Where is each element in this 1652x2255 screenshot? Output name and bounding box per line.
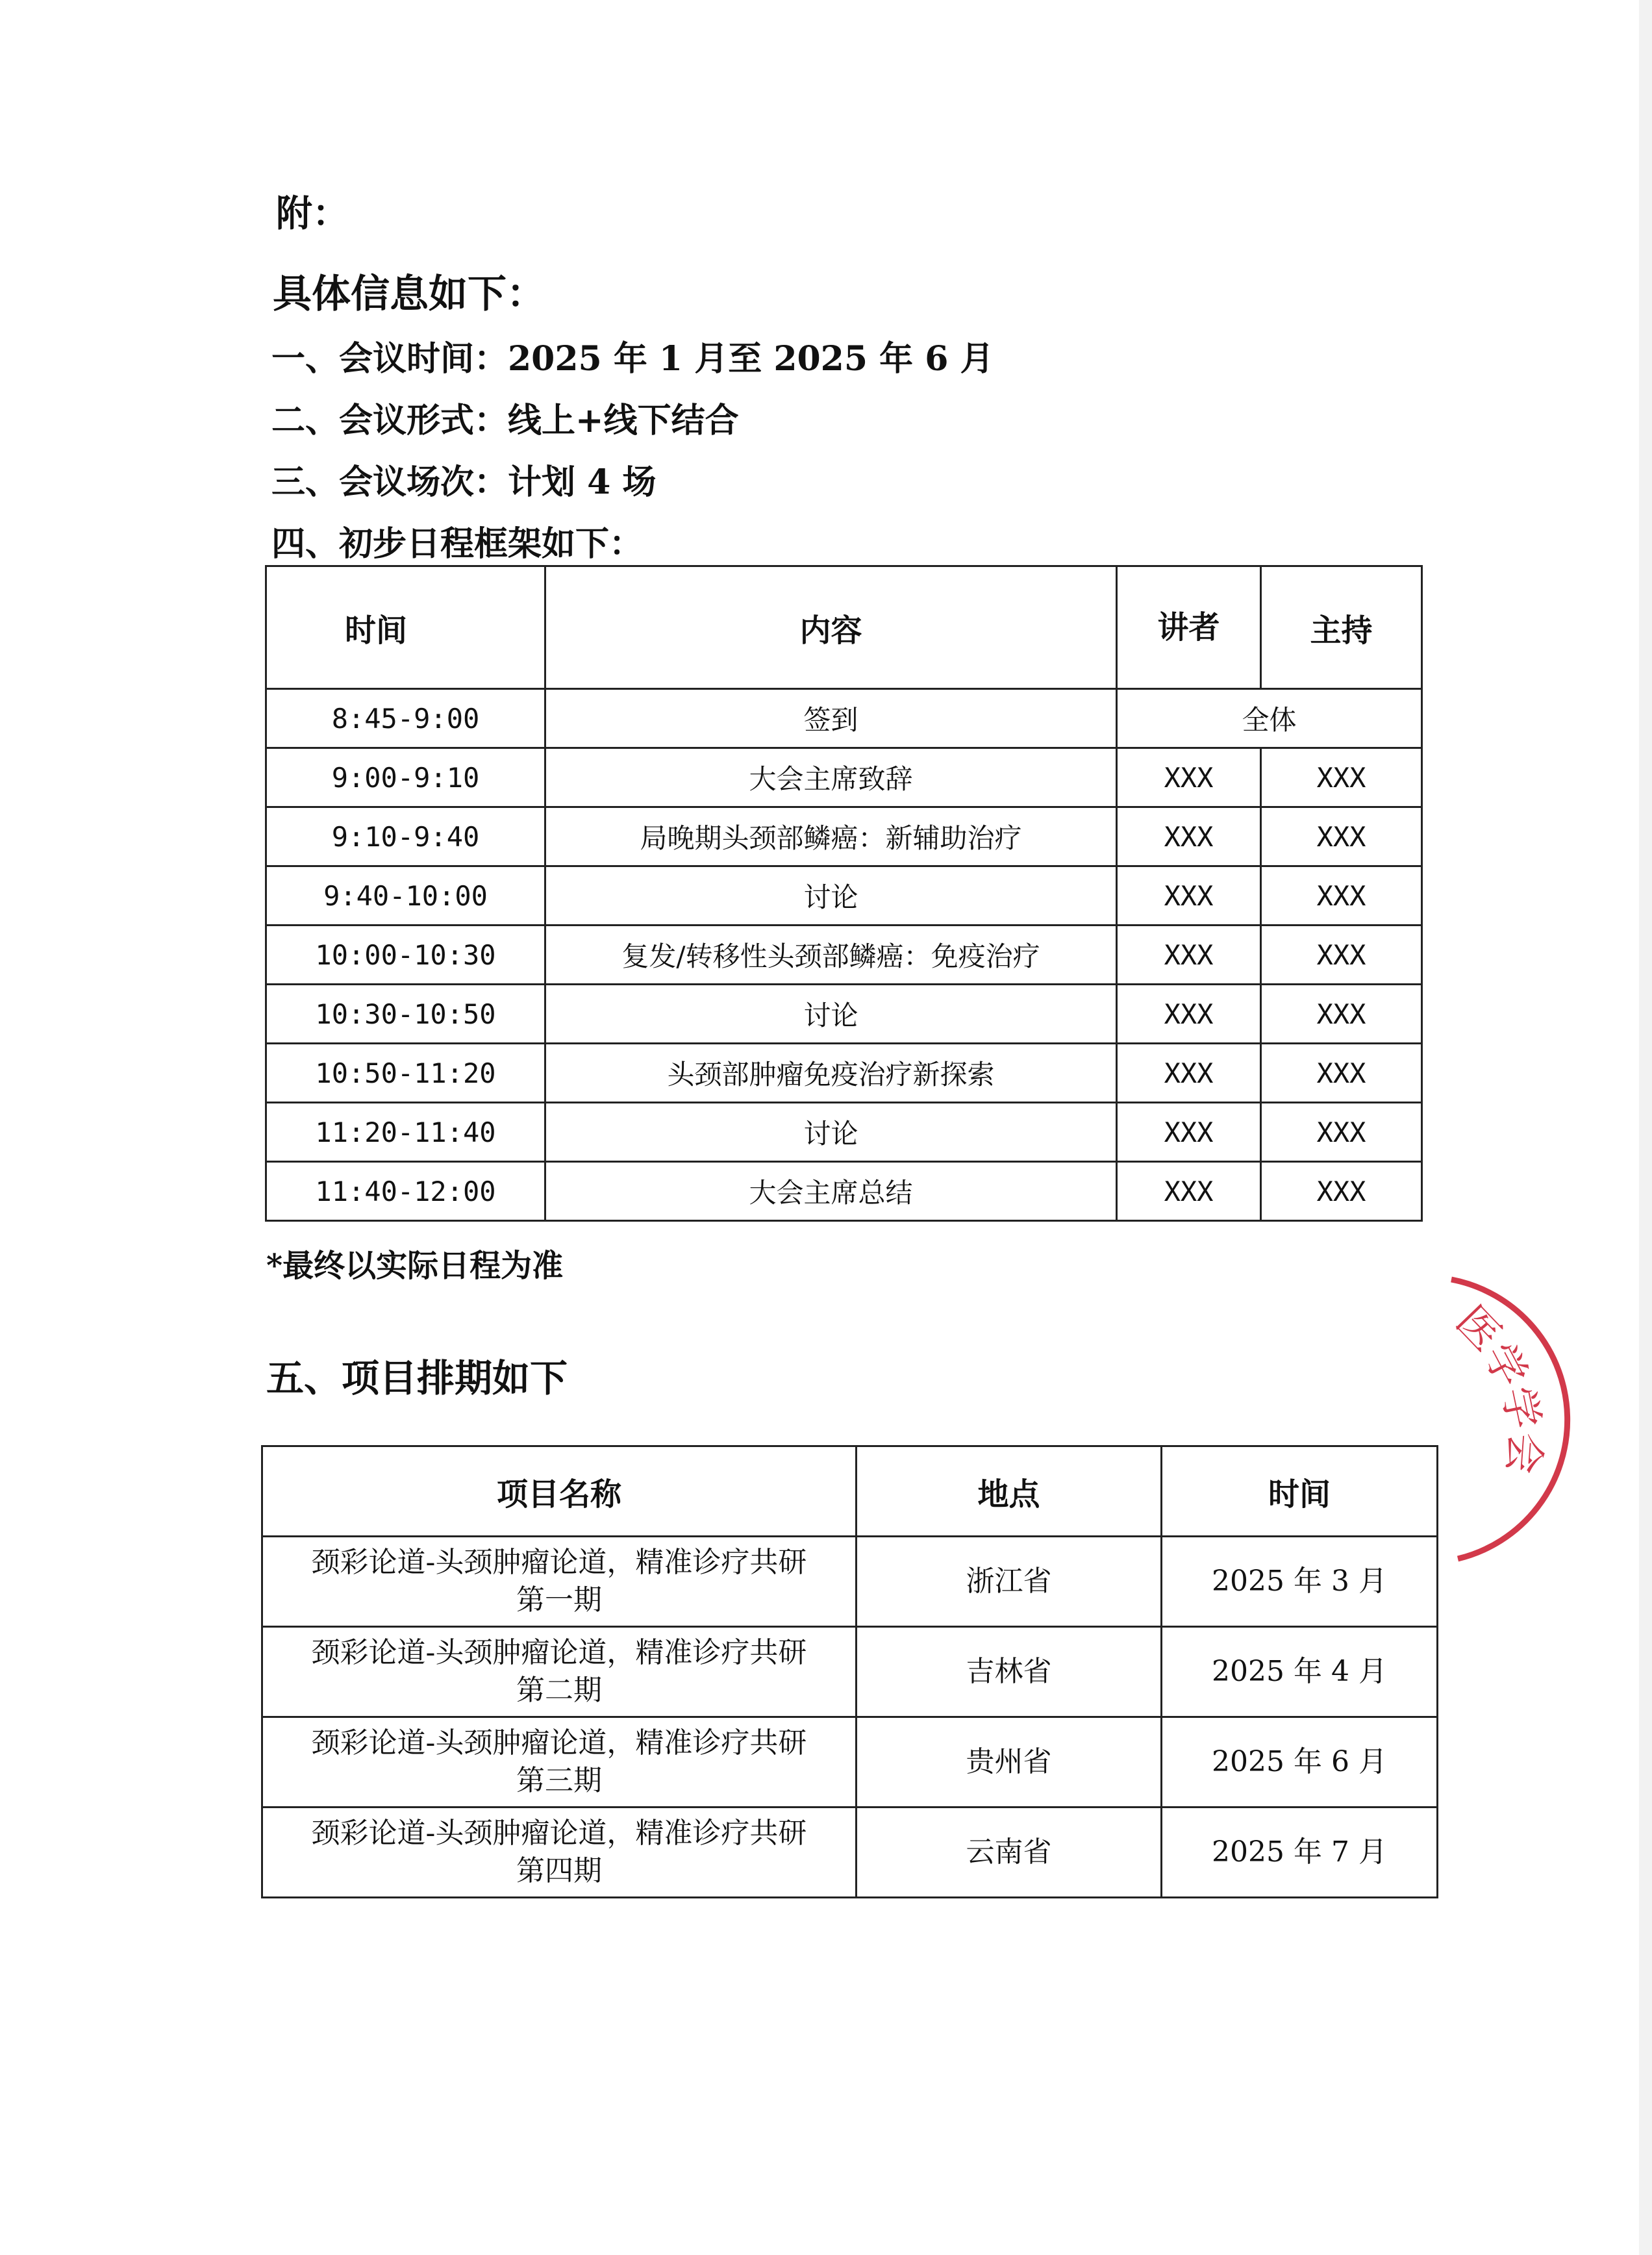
table-row	[262, 1627, 1438, 1717]
table-row	[266, 926, 1422, 985]
row-content: 讨论	[545, 1103, 1117, 1162]
project-name-cell	[262, 1717, 857, 1808]
plan-heading: 五、项目排期如下	[266, 1356, 568, 1400]
header-place: 地点	[857, 1446, 1162, 1537]
header-time: 时间	[1162, 1446, 1438, 1537]
header-name: 项目名称	[262, 1446, 857, 1537]
row-speaker: XXX	[1117, 1162, 1261, 1221]
table-row	[262, 1808, 1438, 1898]
project-period: 第三期	[516, 1764, 602, 1797]
project-time: 2025 年 4 月	[1162, 1627, 1438, 1717]
header-content: 内容	[545, 566, 1117, 689]
schedule-heading: 四、初步日程框架如下：	[271, 524, 644, 564]
meeting-format: 二、会议形式：线上+线下结合	[271, 401, 739, 440]
table-row	[266, 1162, 1422, 1221]
project-name: 颈彩论道-头颈肿瘤论道，精准诊疗共研	[311, 1546, 807, 1579]
row-time: 10:50-11:20	[266, 1044, 545, 1103]
project-period: 第四期	[516, 1854, 602, 1887]
table-row	[266, 1044, 1422, 1103]
row-speaker: XXX	[1117, 807, 1261, 866]
row-content: 大会主席致辞	[545, 748, 1117, 807]
table-row	[266, 689, 1422, 748]
row-content: 复发/转移性头颈部鳞癌：免疫治疗	[545, 926, 1117, 985]
row-all: 全体	[1117, 689, 1422, 748]
project-name: 颈彩论道-头颈肿瘤论道，精准诊疗共研	[311, 1817, 807, 1850]
row-speaker: XXX	[1117, 866, 1261, 926]
row-time: 10:00-10:30	[266, 926, 545, 985]
row-content: 签到	[545, 689, 1117, 748]
row-content: 头颈部肿瘤免疫治疗新探索	[545, 1044, 1117, 1103]
row-time: 11:40-12:00	[266, 1162, 545, 1221]
row-content: 局晚期头颈部鳞癌：新辅助治疗	[545, 807, 1117, 866]
project-name-cell	[262, 1808, 857, 1898]
row-speaker: XXX	[1117, 1103, 1261, 1162]
plan-header-row	[262, 1446, 1438, 1537]
row-time: 10:30-10:50	[266, 985, 545, 1044]
table-row	[266, 1103, 1422, 1162]
row-time: 11:20-11:40	[266, 1103, 545, 1162]
row-host: XXX	[1261, 926, 1422, 985]
row-host: XXX	[1261, 1044, 1422, 1103]
table-row	[266, 985, 1422, 1044]
header-speaker: 讲者	[1117, 566, 1261, 689]
table-row	[262, 1717, 1438, 1808]
project-place: 浙江省	[857, 1537, 1162, 1627]
row-host: XXX	[1261, 985, 1422, 1044]
meeting-time: 一、会议时间：2025 年 1 月至 2025 年 6 月	[271, 339, 994, 379]
table-row	[266, 807, 1422, 866]
schedule-table	[265, 565, 1423, 1222]
info-heading: 具体信息如下：	[273, 271, 545, 317]
row-host: XXX	[1261, 1162, 1422, 1221]
official-seal	[1396, 1273, 1652, 1572]
project-name-cell	[262, 1537, 857, 1627]
row-content: 讨论	[545, 866, 1117, 926]
header-time: 时间	[266, 566, 545, 689]
schedule-note: *最终以实际日程为准	[266, 1248, 564, 1284]
project-time: 2025 年 6 月	[1162, 1717, 1438, 1808]
project-place: 贵州省	[857, 1717, 1162, 1808]
project-time: 2025 年 3 月	[1162, 1537, 1438, 1627]
row-host: XXX	[1261, 1103, 1422, 1162]
scan-edge	[1639, 0, 1652, 2255]
meeting-sessions: 三、会议场次：计划 4 场	[271, 462, 657, 502]
header-host: 主持	[1261, 566, 1422, 689]
project-period: 第二期	[516, 1674, 602, 1707]
row-time: 8:45-9:00	[266, 689, 545, 748]
row-speaker: XXX	[1117, 926, 1261, 985]
row-content: 大会主席总结	[545, 1162, 1117, 1221]
table-row	[266, 748, 1422, 807]
row-speaker: XXX	[1117, 748, 1261, 807]
row-time: 9:40-10:00	[266, 866, 545, 926]
table-row	[266, 866, 1422, 926]
row-host: XXX	[1261, 866, 1422, 926]
table-row	[262, 1537, 1438, 1627]
project-time: 2025 年 7 月	[1162, 1808, 1438, 1898]
plan-table	[261, 1445, 1438, 1898]
row-host: XXX	[1261, 748, 1422, 807]
project-name-cell	[262, 1627, 857, 1717]
project-name: 颈彩论道-头颈肿瘤论道，精准诊疗共研	[311, 1726, 807, 1759]
project-place: 云南省	[857, 1808, 1162, 1898]
row-host: XXX	[1261, 807, 1422, 866]
attachment-label: 附：	[276, 192, 349, 235]
row-content: 讨论	[545, 985, 1117, 1044]
row-time: 9:10-9:40	[266, 807, 545, 866]
project-period: 第一期	[516, 1583, 602, 1617]
row-speaker: XXX	[1117, 1044, 1261, 1103]
row-speaker: XXX	[1117, 985, 1261, 1044]
seal-text-path: 医学学会	[1447, 1297, 1548, 1476]
schedule-header-row	[266, 566, 1422, 689]
row-time: 9:00-9:10	[266, 748, 545, 807]
project-place: 吉林省	[857, 1627, 1162, 1717]
project-name: 颈彩论道-头颈肿瘤论道，精准诊疗共研	[311, 1636, 807, 1669]
